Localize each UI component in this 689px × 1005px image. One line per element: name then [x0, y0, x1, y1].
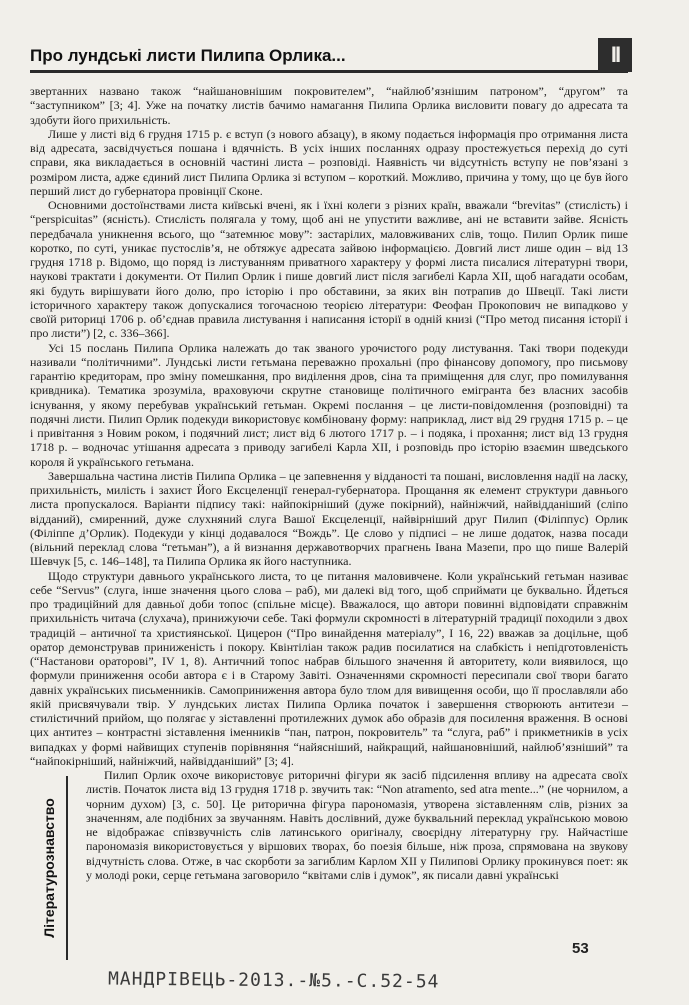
article-body [30, 84, 628, 882]
paragraph-7: Пилип Орлик охоче використовує риторичні фігури як засіб підсилення впливу на адресата своїх листів. Початок листа від 13 грудня 1718 р. звучить так: “Non atramento, sed atra mente...” (не чорнилом, а чорним духом) [3, с. 50]. Це риторична фігура парономазія, утворена зіставленням слів, різних за значенням, але подібних за звучанням. Навіть дослівний, дуже буквальний переклад українською мовою не відображає співзвучність слів латинського оригіналу, своєрідну літературну гру. Найчастіше парономазія використовується у віршових творах, бо поезія більше, ніж проза, спрямована на звукову відчутність слова. Отже, в час скорботи за загиблим Карлом XII у Пилипові Орлику прокинувся поет: як у молоді роки, серце гетьмана заговорило “квітами слів і думок”, як писали давні українські [86, 768, 628, 882]
handwritten-citation-note: МАНДРІВЕЦЬ-2013.-№5.-С.52-54 [107, 968, 440, 993]
journal-logo-icon: ІІ [598, 38, 632, 72]
paragraph-5: Завершальна частина листів Пилипа Орлика – це запевнення у відданості та пошані, висловлення надії на ласку, прихильність, милість і захист Його Ексцеленції генерал-губернатора. Прощання як елемент структури давнього листа пропускалося. Варіанти підпису такі: найпокірніший (дуже покірний), найніжчий, найвідданіший (сліпо відданий), смиренний, дуже слухняний слуга Вашої Ексцеленції, найвірніший друг Пилип (Філіппус) Орлик (Філіппе д’Орлик). Подекуди у кінці додавалося “Вождь”. Це слово у підписі – не лише додаток, назва посади (вільний переклад слова “гетьман”), а й визнання державотворчих прагнень Івана Мазепи, про що пише Валерій Шевчук [5, с. 146–148], та Пилипа Орлика як його наступника. [30, 468, 628, 569]
paragraph-1: звертанних названо також “найшановнішим покровителем”, “найлюб’язнішим патроном”, “другом” та “заступником” [3; 4]. Уже на початку листів бачимо намагання Пилипа Орлика висловити повагу до адресата та здобути його прихильність. [30, 84, 628, 127]
running-header-title: Про лундські листи Пилипа Орлика... [30, 46, 346, 65]
paragraph-3: Основними достоїнствами листа київські вчені, як і їхні колеги з різних країн, вважали “brevitas” (стислість) і “perspicuitas” (ясність). Стислість полягала у тому, щоб ані не упустити важливе, ані не вставити зайве. Ясність передбачала уникнення всього, що “затемнює мову”: застарілих, маловживаних слів, тощо. Пилип Орлик пише коротко, по суті, уникає пустослів’я, не обтяжує адресата зайвою інформацією. Довгий лист лише один – від 13 грудня 1718 р. Відомо, що поряд із листуванням приватного характеру у формі листа писалися літературні твори, наукові трактати і документи. От Пилип Орлик і пише довгий лист після загибелі Карла XII, щоб нагадати особам, які будуть вирішувати його долю, про історію і про обставини, за яких він потрапив до Швеції. Такі листи історичного характеру також допускалися тогочасною теорією літератури: Феофан Прокопович не випадково у своїй риториці 1706 р. об’єднав правила листування і написання історії в одній книзі (“Про метод писання історії і про листи”) [2, с. 336–366]. [30, 198, 628, 341]
section-label: Літературознавство [41, 798, 57, 938]
section-sidebar [30, 776, 68, 960]
paragraph-4: Усі 15 послань Пилипа Орлика належать до так званого урочистого роду листування. Такі твори подекуди називали “політичними”. Лундські листи гетьмана переважно прохальні (про фінансову допомогу, про письмову гарантію кредиторам, про зміну помешкання, про виділення дров, сіна та приміщення для слуг, про помилування кривдника). Тематика зрозуміла, враховуючи скрутне становище політичного емігранта без власних засобів існування, у якому перебував український гетьман. Окремі послання – це листи-повідомлення (розповідні) та подячні листи. Пилип Орлик подекуди використовує комбіновану форму: наприклад, лист від 29 грудня 1715 р. – це і привітання з Новим роком, і подячний лист; лист від 6 лютого 1717 р. – і подяка, і прохання; лист від 13 грудня 1718 р. – водночас утішання адресата з приводу загибелі Карла XII, і розповідь про історію взаємин шведського короля й українського гетьмана. [30, 340, 628, 469]
paragraph-6: Щодо структури давнього українського листа, то це питання маловивчене. Коли український гетьман називає себе “Servus” (слуга, інше значення цього слова – раб), ми далекі від того, щоб сприймати це буквально. Йдеться про традиційний для давньої доби топос (спільне місце). Вважалося, що автори повинні відповідати справжнім прихильність читача (слухача), принижуючи себе. Такі формули скромності в літературній традиції походили з двох традицій – античної та християнської. Цицерон (“Про винайдення матеріалу”, I 16, 22) вважав за доцільне, щоб оратор демонстрував приниженість і покору. Квінтіліан також радив посилатися на слабкість і непідготовленість (“Настанови ораторові”, IV 1, 8). Античний топос набрав більшого значення й авторитету, коли виявилося, що формули приниження особи автора є і в Старому Завіті. Означеннями скромності пересипали свої твори багато давніх українських письменників. Самоприниження автора було тлом для вивищення особи, що її прославляли або якій присвячували твір. У лундських листах Пилипа Орлика початок і завершення створюють антитези – стилістичний прийом, що полягає у зіставленні протилежних думок або образів для посилення враження. В основі цих антитез – контрастні зіставлення іменників “пан, патрон, покровитель” та “слуга, раб” і прикметників в усіх випадках у формі найвищих ступенів порівняння “найясніший, найкращий, найшановніший, найлюб’язніший” та “найпокірніший, найніжчий, найвідданіший” [3; 4]. [30, 568, 628, 768]
page-number: 53 [572, 940, 589, 957]
paragraph-2: Лише у листі від 6 грудня 1715 р. є вступ (з нового абзацу), в якому подається інформація про отримання листа від адресата, засвідчується пошана і вдячність. В усіх інших посланнях одразу простежується перехід до суті справи, яка викладається в основній частині листа – розповіді. Наявність чи відсутність вступу не пов’язані з розміром листа, адже єдиний лист Пилипа Орлика зі вступом – короткий. Можливо, причина у тому, що це був його перший лист до губернатора провінції Сконе. [30, 126, 628, 198]
running-header [30, 36, 628, 73]
